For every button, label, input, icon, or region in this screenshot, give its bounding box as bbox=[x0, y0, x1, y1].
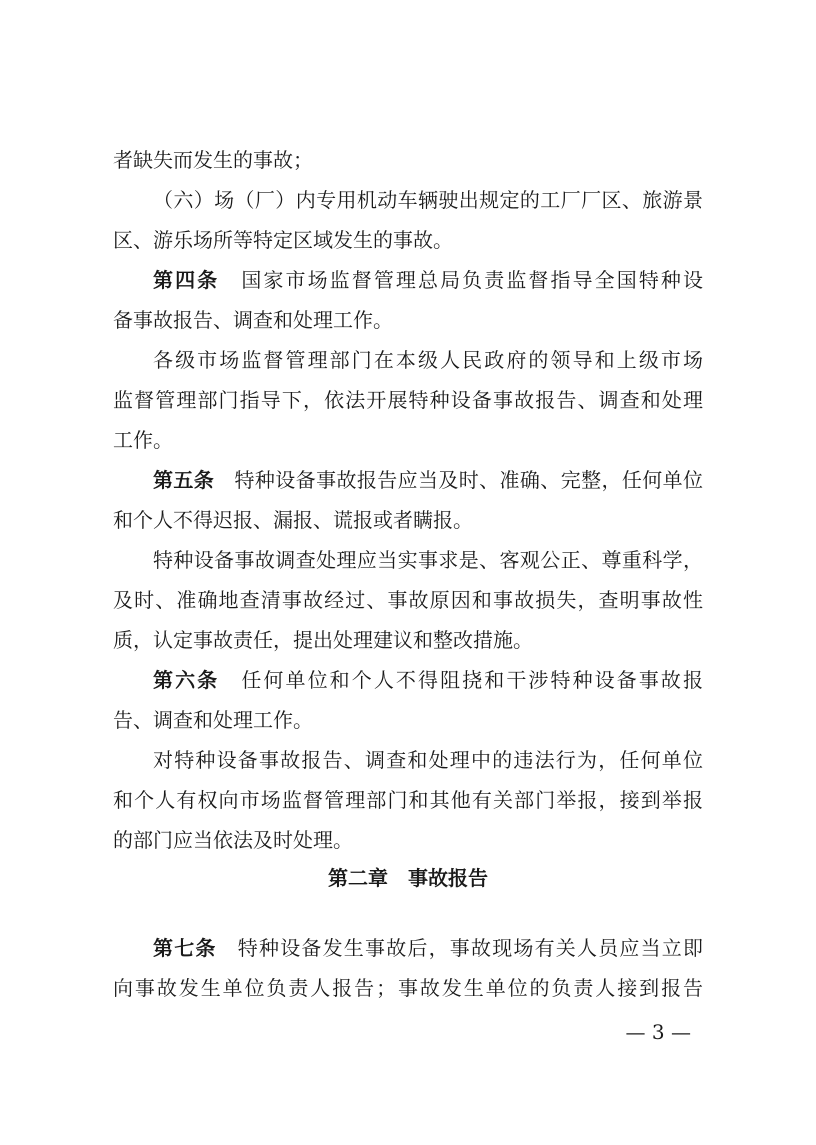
text-line: 告、调查和处理工作。 bbox=[113, 708, 313, 732]
chapter-heading: 第二章 事故报告 bbox=[328, 866, 488, 890]
text-line: 工作。 bbox=[113, 428, 173, 452]
text-line: 的部门应当依法及时处理。 bbox=[113, 828, 353, 852]
text-line: 和个人不得迟报、漏报、谎报或者瞒报。 bbox=[113, 508, 473, 532]
article-line: 第五条 特种设备事故报告应当及时、准确、完整，任何单位 bbox=[153, 468, 704, 492]
article-label: 第六条 bbox=[153, 668, 220, 692]
article-label: 第五条 bbox=[153, 468, 215, 492]
page-number: — 3 — bbox=[625, 1020, 691, 1044]
article-label: 第七条 bbox=[153, 936, 217, 960]
text-line: 备事故报告、调查和处理工作。 bbox=[113, 308, 393, 332]
text-line: 者缺失而发生的事故； bbox=[113, 148, 313, 172]
article-line: 第四条 国家市场监督管理总局负责监督指导全国特种设 bbox=[153, 268, 703, 292]
text-line: 监督管理部门指导下，依法开展特种设备事故报告、调查和处理 bbox=[113, 388, 703, 412]
article-line: 第六条 任何单位和个人不得阻挠和干涉特种设备事故报 bbox=[153, 668, 703, 692]
text-line: 特种设备事故调查处理应当实事求是、客观公正、尊重科学， bbox=[153, 548, 703, 572]
text-line: 及时、准确地查清事故经过、事故原因和事故损失，查明事故性 bbox=[113, 588, 703, 612]
article-line: 第七条 特种设备发生事故后，事故现场有关人员应当立即 bbox=[153, 936, 704, 960]
text-line: 质，认定事故责任，提出处理建议和整改措施。 bbox=[113, 628, 533, 652]
text-line: 各级市场监督管理部门在本级人民政府的领导和上级市场 bbox=[153, 348, 703, 372]
text-line: 向事故发生单位负责人报告；事故发生单位的负责人接到报告 bbox=[113, 976, 703, 1000]
text-line: （六）场（厂）内专用机动车辆驶出规定的工厂厂区、旅游景 bbox=[153, 188, 703, 212]
article-label: 第四条 bbox=[153, 268, 220, 292]
text-line: 区、游乐场所等特定区域发生的事故。 bbox=[113, 228, 453, 252]
text-line: 和个人有权向市场监督管理部门和其他有关部门举报，接到举报 bbox=[113, 788, 703, 812]
text-line: 对特种设备事故报告、调查和处理中的违法行为，任何单位 bbox=[153, 748, 703, 772]
